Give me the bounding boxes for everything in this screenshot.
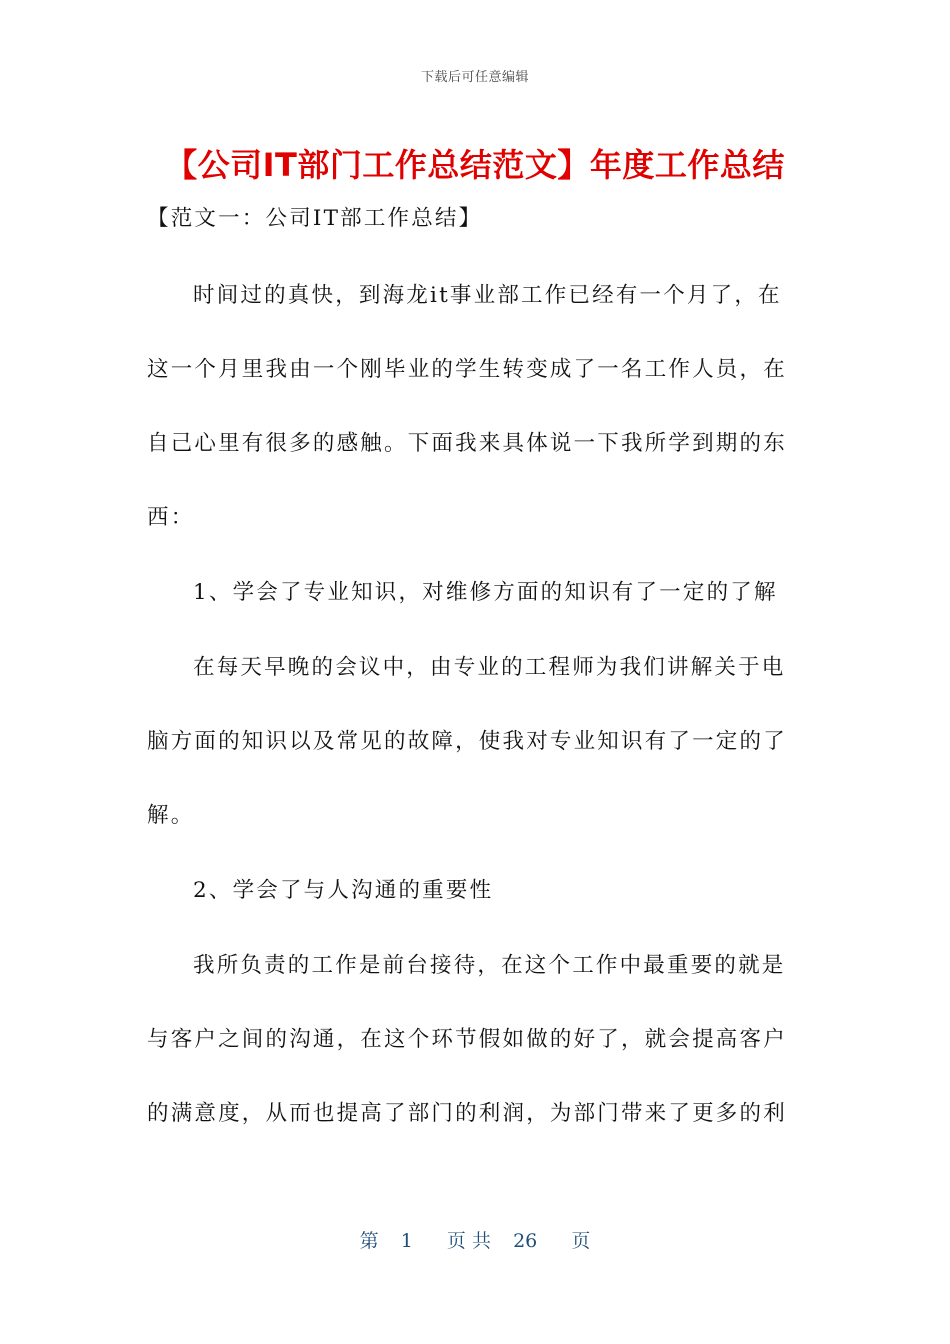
paragraph-line: 时间过的真快，到海龙it事业部工作已经有一个月了，在: [193, 283, 782, 308]
paragraph-line: 与客户之间的沟通，在这个环节假如做的好了，就会提高客户: [147, 1027, 787, 1052]
paragraph-line: 西：: [147, 505, 195, 530]
paragraph-line: 解。: [147, 803, 195, 828]
list-item-heading: 1、学会了专业知识，对维修方面的知识有了一定的了解: [193, 580, 778, 605]
total-pages-number: 26: [513, 1230, 538, 1252]
page-footer: [0, 1226, 950, 1253]
page-label-mid: 页 共: [446, 1230, 491, 1252]
document-title: 【公司IT部门工作总结范文】年度工作总结: [165, 146, 785, 184]
section-heading: 【范文一：公司IT部工作总结】: [147, 206, 483, 231]
paragraph-line: 我所负责的工作是前台接待，在这个工作中最重要的就是: [193, 953, 786, 978]
page-label-prefix: 第: [359, 1230, 379, 1252]
paragraph-line: 这一个月里我由一个刚毕业的学生转变成了一名工作人员，在: [147, 357, 787, 382]
paragraph-line: 自己心里有很多的感触。下面我来具体说一下我所学到期的东: [147, 431, 787, 456]
paragraph-line: 脑方面的知识以及常见的故障，使我对专业知识有了一定的了: [147, 729, 787, 754]
page-label-suffix: 页: [571, 1230, 591, 1252]
list-item-heading: 2、学会了与人沟通的重要性: [193, 878, 494, 903]
paragraph-line: 在每天早晚的会议中，由专业的工程师为我们讲解关于电: [193, 655, 786, 680]
paragraph-line: 的满意度，从而也提高了部门的利润，为部门带来了更多的利: [147, 1101, 787, 1126]
header-note: 下载后可任意编辑: [420, 70, 529, 85]
current-page-number: 1: [400, 1230, 413, 1252]
